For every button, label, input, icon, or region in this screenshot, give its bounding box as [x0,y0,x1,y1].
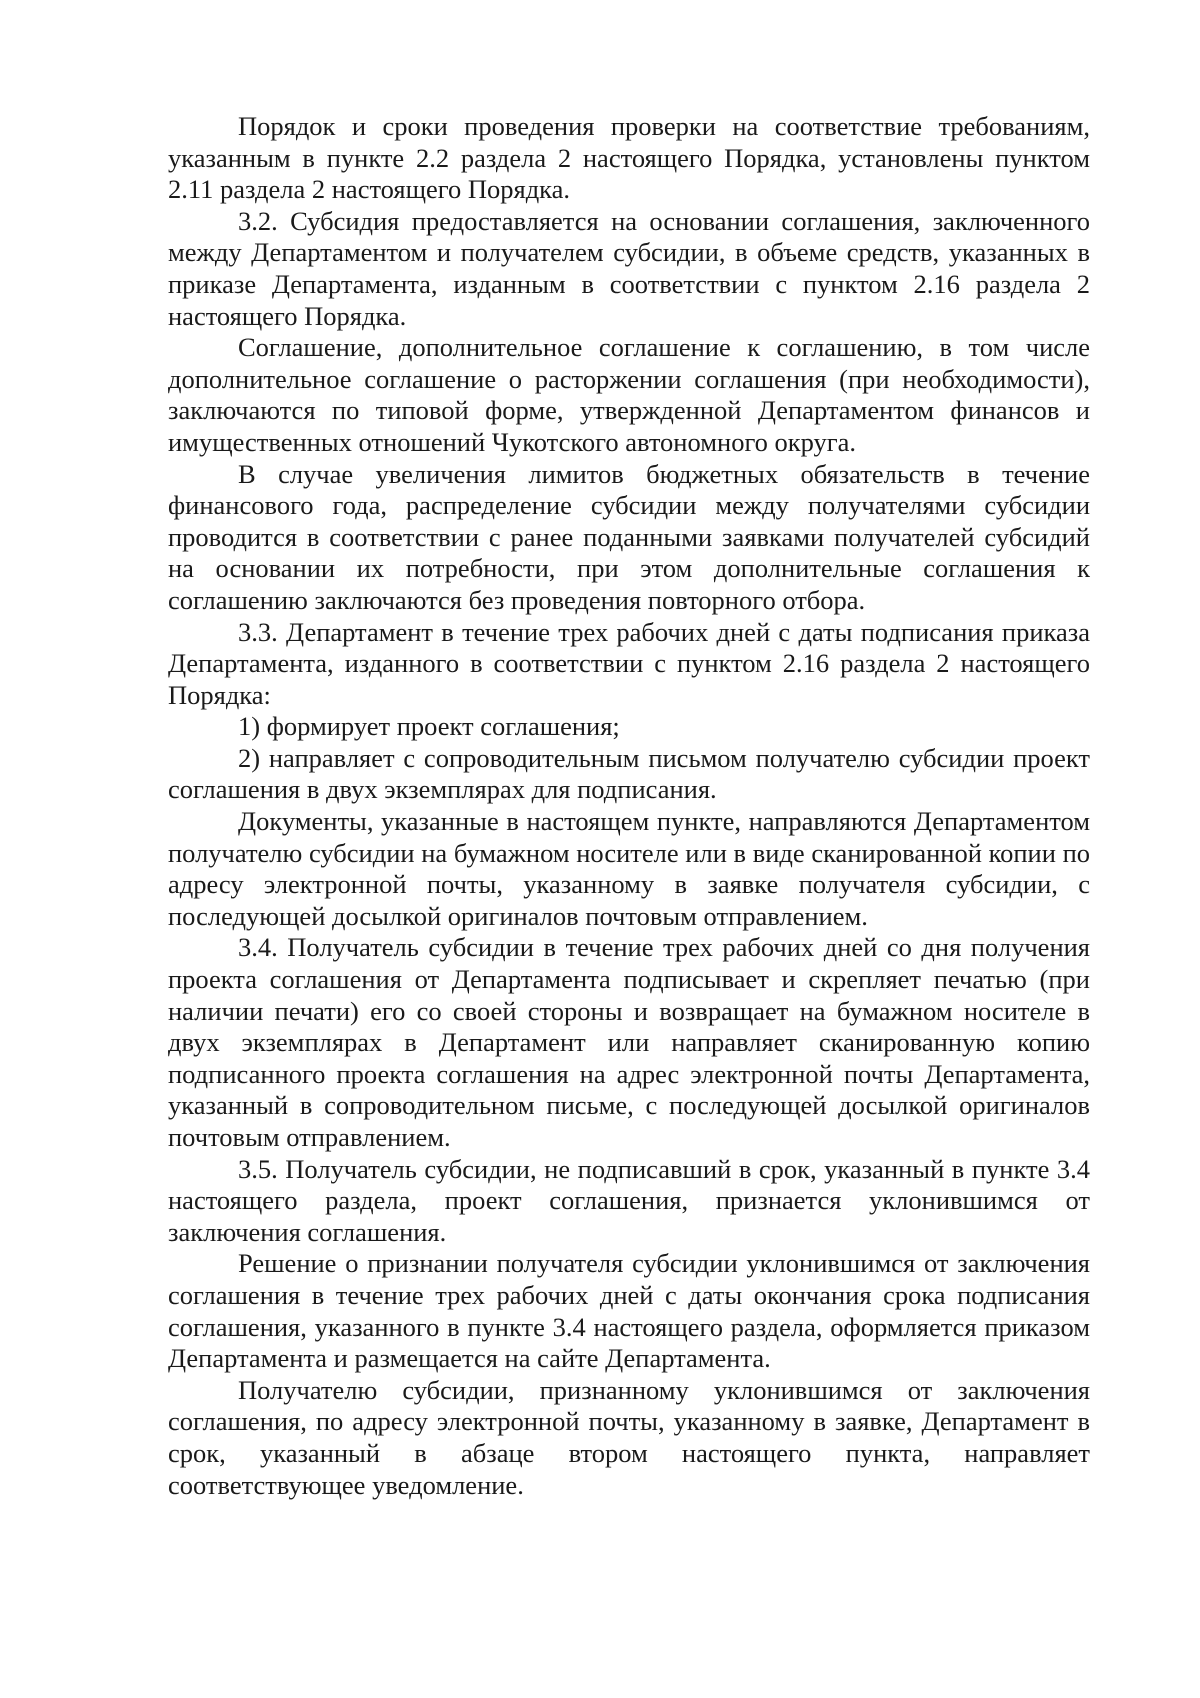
paragraph-3-2: 3.2. Субсидия предоставляется на основании соглашения, заключенного между Департаментом и получателем субсидии, в объеме средств, указанных в приказе Департамента, изданным в соответствии с пунктом 2.16 раздела 2 настоящего Порядка. [168,205,1090,331]
paragraph-documents-delivery: Документы, указанные в настоящем пункте, направляются Департаментом получателю субсидии на бумажном носителе или в виде сканированной копии по адресу электронной почты, указанному в заявке получателя субсидии, с последующей досылкой оригиналов почтовым отправлением. [168,806,1090,931]
paragraph-3-3: 3.3. Департамент в течение трех рабочих дней с даты подписания приказа Департамента, изданного в соответствии с пунктом 2.16 раздела 2 настоящего Порядка: [168,616,1090,710]
paragraph-notification: Получателю субсидии, признанному уклонившимся от заключения соглашения, по адресу электронной почты, указанному в заявке, Департамент в срок, указанный в абзаце втором настоящего пункта, направляет соответствующее уведомление. [168,1374,1090,1500]
paragraph-agreement-form: Соглашение, дополнительное соглашение к соглашению, в том числе дополнительное соглашение о расторжении соглашения (при необходимости), заключаются по типовой форме, утвержденной Департаментом финансов и имущественных отношений Чукотского автономного округа. [168,332,1090,457]
paragraph-limit-increase: В случае увеличения лимитов бюджетных обязательств в течение финансового года, распределение субсидии между получателями субсидии проводится в соответствии с ранее поданными заявками получателей субсидий на основании их потребности, при этом дополнительные соглашения к соглашению заключаются без проведения повторного отбора. [168,458,1090,615]
document-body [168,111,1090,1501]
paragraph-3-5: 3.5. Получатель субсидии, не подписавший в срок, указанный в пункте 3.4 настоящего раздела, проект соглашения, признается уклонившимся от заключения соглашения. [168,1153,1090,1247]
paragraph-3-4: 3.4. Получатель субсидии в течение трех рабочих дней со дня получения проекта соглашения от Департамента подписывает и скрепляет печатью (при наличии печати) его со своей стороны и возвращает на бумажном носителе в двух экземплярах в Департамент или направляет сканированную копию подписанного проекта соглашения на адрес электронной почты Департамента, указанный в сопроводительном письме, с последующей досылкой оригиналов почтовым отправлением. [168,932,1090,1152]
paragraph-3-3-item-1: 1) формирует проект соглашения; [238,711,620,742]
paragraph-evasion-decision: Решение о признании получателя субсидии уклонившимся от заключения соглашения в течение трех рабочих дней с даты окончания срока подписания соглашения, указанного в пункте 3.4 настоящего раздела, оформляется приказом Департамента и размещается на сайте Департамента. [168,1248,1090,1374]
paragraph-verification-terms: Порядок и сроки проведения проверки на соответствие требованиям, указанным в пункте 2.2 раздела 2 настоящего Порядка, установлены пунктом 2.11 раздела 2 настоящего Порядка. [168,111,1090,205]
paragraph-3-3-item-2: 2) направляет с сопроводительным письмом получателю субсидии проект соглашения в двух экземплярах для подписания. [168,742,1090,805]
